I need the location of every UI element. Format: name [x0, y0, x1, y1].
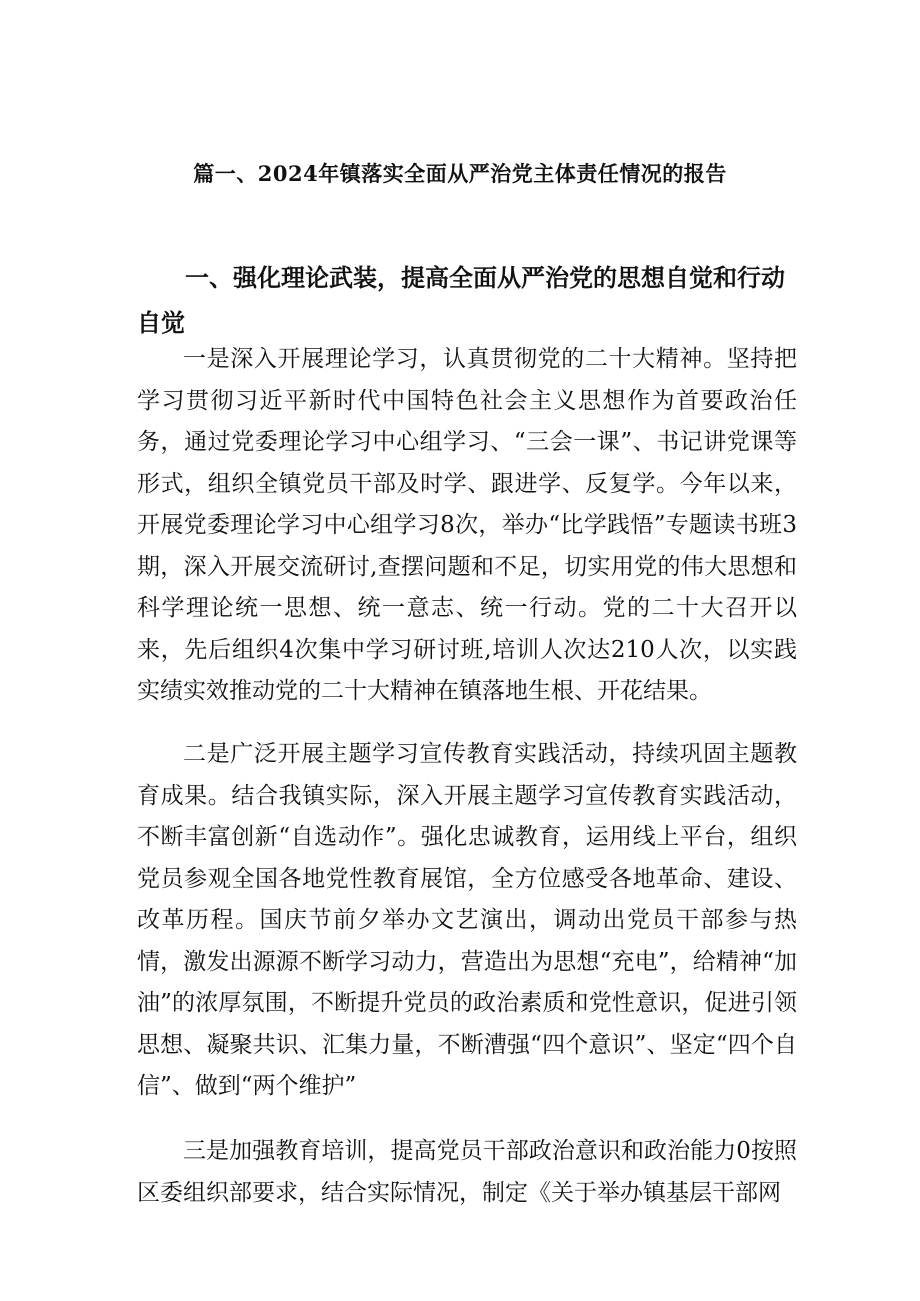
body-paragraph-1: 一是深入开展理论学习，认真贯彻党的二十大精神。坚持把学习贯彻习近平新时代中国特色社会主义思想作为首要政治任务，通过党委理论学习中心组学习、“三会一课”、书记讲党课等形式，组织全镇党员干部及时学、跟进学、反复学。今年以来，开展党委理论学习中心组学习8次，举办“比学践悟”专题读书班3期，深入开展交流研讨,查摆问题和不足，切实用党的伟大思想和科学理论统一思想、统一意志、统一行动。党的二十大召开以来，先后组织4次集中学习研讨班,培训人次达210人次，以实践实绩实效推动党的二十大精神在镇落地生根、开花结果。	[137, 346, 797, 704]
body-paragraph-3: 三是加强教育培训，提高党员干部政治意识和政治能力0按照区委组织部要求，结合实际情况，制定《关于举办镇基层干部网	[137, 1138, 797, 1206]
body-paragraph-2: 二是广泛开展主题学习宣传教育实践活动，持续巩固主题教育成果。结合我镇实际，深入开展主题学习宣传教育实践活动，不断丰富创新“自选动作”。强化忠诚教育，运用线上平台，组织党员参观全国各地党性教育展馆，全方位感受各地革命、建设、改革历程。国庆节前夕举办文艺演出，调动出党员干部参与热情，激发出源源不断学习动力，营造出为思想“充电”，给精神“加油”的浓厚氛围，不断提升党员的政治素质和党性意识，促进引领思想、凝聚共识、汇集力量，不断漕强“四个意识”、坚定“四个自信”、做到“两个维护”	[137, 741, 797, 1099]
document-title: 篇一、2024年镇落实全面从严治党主体责任情况的报告	[193, 161, 727, 186]
section-heading: 一、强化理论武装，提高全面从严治党的思想自觉和行动自觉	[137, 263, 785, 337]
